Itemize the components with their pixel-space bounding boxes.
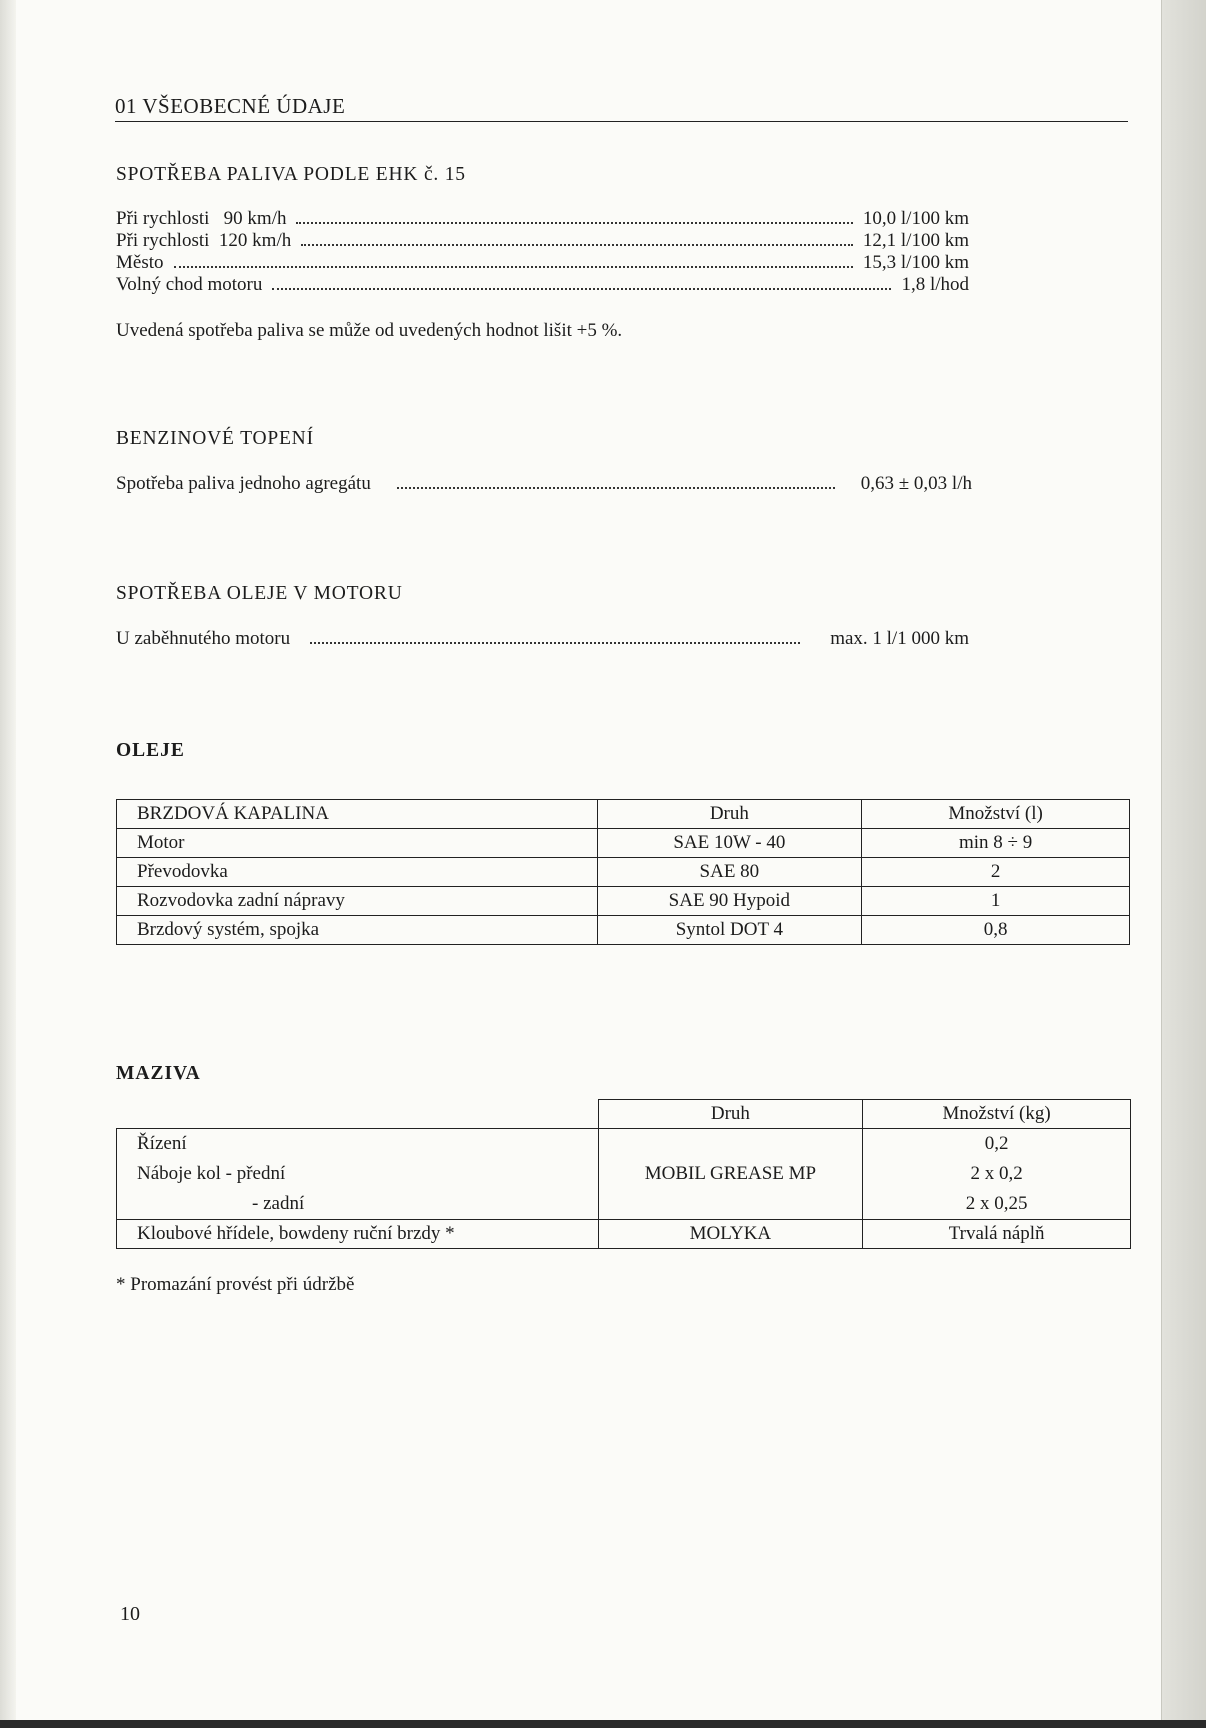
leader-dots [310, 627, 800, 644]
table-header-cell: BRZDOVÁ KAPALINA [117, 800, 598, 829]
table-cell: Brzdový systém, spojka [117, 916, 598, 945]
page-bottom-edge [0, 1720, 1206, 1728]
table-cell: MOLYKA [598, 1220, 863, 1249]
oils-table [116, 799, 1130, 945]
fuel-row-label: Město [116, 252, 164, 273]
table-cell: min 8 ÷ 9 [862, 829, 1130, 858]
leader-dots [397, 472, 835, 489]
table-cell: 0,2 [863, 1129, 1131, 1160]
table-cell: SAE 10W - 40 [597, 829, 862, 858]
fuel-row [116, 273, 969, 295]
table-cell: 1 [862, 887, 1130, 916]
table-header-cell: Množství (l) [862, 800, 1130, 829]
leader-dots [174, 251, 853, 268]
table-cell: 2 [862, 858, 1130, 887]
section-header: 01 VŠEOBECNÉ ÚDAJE [115, 94, 346, 118]
table-header-empty [117, 1100, 599, 1129]
table-cell: MOBIL GREASE MP [598, 1129, 863, 1220]
fuel-row-label: Při rychlosti 90 km/h [116, 208, 287, 229]
fuel-row-label: Volný chod motoru [116, 274, 263, 295]
table-row [117, 916, 1130, 945]
oil-consumption-label: U zaběhnutého motoru [116, 628, 291, 649]
oil-consumption-heading: SPOTŘEBA OLEJE V MOTORU [116, 583, 403, 604]
fuel-note: Uvedená spotřeba paliva se může od uvedených hodnot lišit +5 %. [116, 320, 623, 341]
next-page-edge [1161, 0, 1206, 1728]
table-cell: Syntol DOT 4 [597, 916, 862, 945]
leader-dots [272, 273, 891, 290]
table-cell: Převodovka [117, 858, 598, 887]
fuel-row [116, 229, 969, 251]
fuel-row-value: 10,0 l/100 km [862, 208, 969, 229]
page-left-edge [0, 0, 16, 1728]
heater-label: Spotřeba paliva jednoho agregátu [116, 473, 371, 494]
page-number: 10 [120, 1603, 140, 1625]
table-cell: Trvalá náplň [863, 1220, 1131, 1249]
table-cell: Náboje kol - přední [117, 1159, 599, 1189]
table-cell: SAE 90 Hypoid [597, 887, 862, 916]
fuel-row-value: 12,1 l/100 km [862, 230, 969, 251]
table-row [117, 887, 1130, 916]
oils-heading: OLEJE [116, 740, 185, 761]
table-row [117, 858, 1130, 887]
table-header-cell: Množství (kg) [863, 1100, 1131, 1129]
table-cell: SAE 80 [597, 858, 862, 887]
table-cell: Rozvodovka zadní nápravy [117, 887, 598, 916]
leader-dots [301, 229, 853, 246]
fuel-row-value: 15,3 l/100 km [862, 252, 969, 273]
fuel-row-label: Při rychlosti 120 km/h [116, 230, 292, 251]
header-rule [115, 121, 1128, 122]
table-cell: 2 x 0,25 [863, 1189, 1131, 1220]
lubricants-table [116, 1099, 1131, 1249]
fuel-row [116, 207, 969, 229]
table-header-row [117, 1100, 1131, 1129]
heater-heading: BENZINOVÉ TOPENÍ [116, 428, 314, 449]
table-cell: Kloubové hřídele, bowdeny ruční brzdy * [117, 1220, 599, 1249]
heater-row [116, 472, 972, 494]
fuel-row [116, 251, 969, 273]
leader-dots [296, 207, 852, 224]
oil-consumption-row [116, 627, 969, 649]
fuel-row-value: 1,8 l/hod [901, 274, 969, 295]
table-row [117, 1220, 1131, 1249]
oil-consumption-value: max. 1 l/1 000 km [830, 628, 969, 649]
table-cell: - zadní [117, 1189, 599, 1220]
table-cell: 2 x 0,2 [863, 1159, 1131, 1189]
table-header-cell: Druh [597, 800, 862, 829]
table-row [117, 829, 1130, 858]
footnote: * Promazání provést při údržbě [116, 1274, 355, 1295]
heater-value: 0,63 ± 0,03 l/h [860, 473, 972, 494]
fuel-heading: SPOTŘEBA PALIVA PODLE EHK č. 15 [116, 164, 466, 185]
table-cell: Řízení [117, 1129, 599, 1160]
table-header-cell: Druh [598, 1100, 863, 1129]
table-row [117, 1129, 1131, 1160]
lubricants-heading: MAZIVA [116, 1063, 201, 1084]
table-cell: 0,8 [862, 916, 1130, 945]
table-header-row [117, 800, 1130, 829]
table-cell: Motor [117, 829, 598, 858]
